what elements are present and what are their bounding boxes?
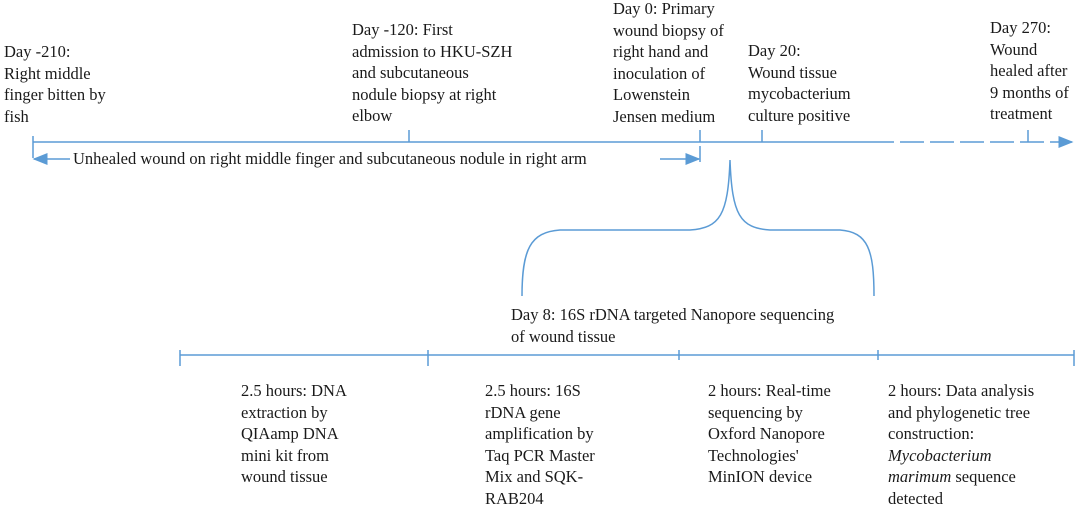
expansion-brace: [522, 160, 874, 296]
step-data-analysis-suffix: sequence detected: [888, 467, 1016, 508]
species-name: Mycobacterium marimum: [888, 445, 992, 486]
step-data-analysis: [888, 380, 1034, 509]
event-day-minus-120: Day -120: First admission to HKU-SZH and subcutaneous nodule biopsy at right elbow: [352, 20, 513, 125]
step-realtime-sequencing: 2 hours: Real-time sequencing by Oxford Nanopore Technologies' MinION device: [708, 381, 831, 486]
step-dna-extraction: 2.5 hours: DNA extraction by QIAamp DNA mini kit from wound tissue: [241, 381, 347, 486]
step-data-analysis-prefix: 2 hours: Data analysis and phylogenetic tree construction:: [888, 381, 1035, 443]
step-pcr-amplification: 2.5 hours: 16S rDNA gene amplification by Taq PCR Master Mix and SQK- RAB204: [485, 381, 595, 508]
sequencing-title: Day 8: 16S rDNA targeted Nanopore sequencing of wound tissue: [511, 305, 835, 346]
event-day-20: Day 20: Wound tissue mycobacterium culture positive: [748, 41, 851, 125]
event-day-0: Day 0: Primary wound biopsy of right hand and inoculation of Lowenstein Jensen medium: [613, 0, 724, 126]
event-day-270: Day 270: Wound healed after 9 months of treatment: [990, 18, 1069, 123]
event-day-minus-210: Day -210: Right middle finger bitten by fish: [4, 42, 106, 126]
span-label: Unhealed wound on right middle finger and subcutaneous nodule in right arm: [73, 149, 587, 168]
